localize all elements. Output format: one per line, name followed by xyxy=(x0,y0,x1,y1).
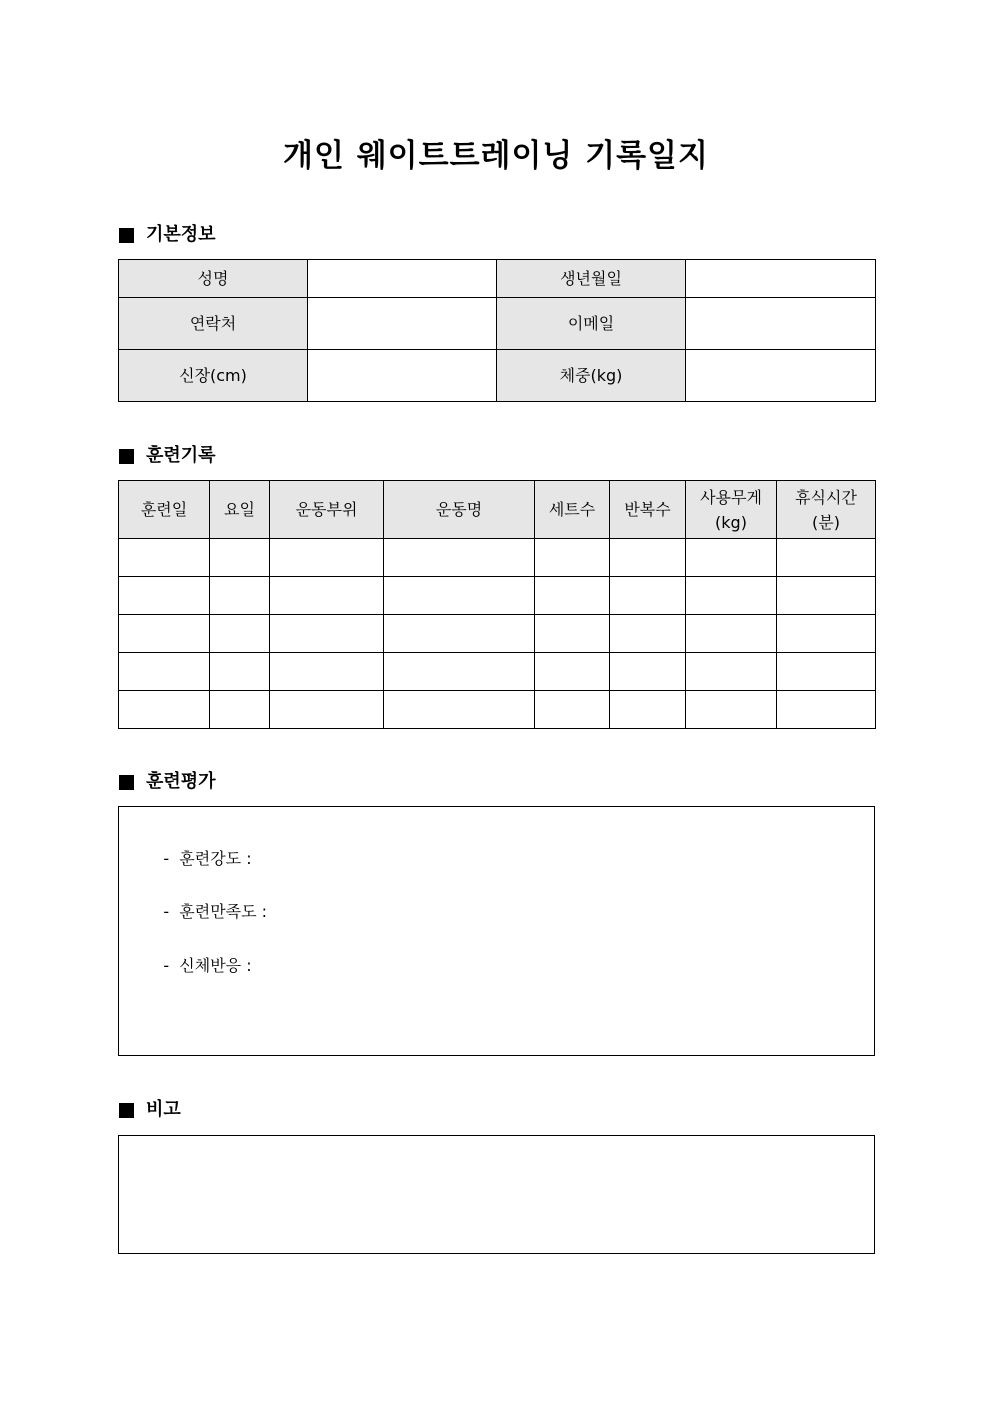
table-cell[interactable] xyxy=(119,539,210,577)
table-cell[interactable] xyxy=(686,539,777,577)
table-cell[interactable] xyxy=(610,577,686,615)
table-cell[interactable] xyxy=(686,577,777,615)
column-header-date: 훈련일 xyxy=(119,481,210,539)
section-heading-evaluation xyxy=(119,770,216,794)
column-header-sets: 세트수 xyxy=(535,481,610,539)
section-heading-remarks xyxy=(119,1098,181,1122)
table-cell[interactable] xyxy=(119,577,210,615)
birthdate-field[interactable] xyxy=(686,260,876,298)
table-cell[interactable] xyxy=(270,691,384,729)
table-cell[interactable] xyxy=(384,691,535,729)
square-bullet-icon xyxy=(119,1103,134,1118)
table-cell[interactable] xyxy=(210,691,270,729)
table-row xyxy=(119,539,876,577)
email-label: 이메일 xyxy=(497,298,686,350)
table-cell[interactable] xyxy=(210,653,270,691)
table-cell[interactable] xyxy=(384,653,535,691)
section-heading-basic-info xyxy=(119,223,216,247)
evaluation-box[interactable] xyxy=(118,806,875,1056)
table-cell[interactable] xyxy=(610,615,686,653)
table-cell[interactable] xyxy=(270,577,384,615)
height-label: 신장(cm) xyxy=(119,350,308,402)
column-header-body-part: 운동부위 xyxy=(270,481,384,539)
table-cell[interactable] xyxy=(777,539,876,577)
square-bullet-icon xyxy=(119,228,134,243)
table-cell[interactable] xyxy=(119,691,210,729)
name-field[interactable] xyxy=(308,260,497,298)
evaluation-item-label: - 신체반응 : xyxy=(163,956,252,975)
table-row xyxy=(119,653,876,691)
column-header-weekday: 요일 xyxy=(210,481,270,539)
evaluation-item-label: - 훈련강도 : xyxy=(163,849,252,868)
table-cell[interactable] xyxy=(777,577,876,615)
table-cell[interactable] xyxy=(119,653,210,691)
evaluation-item-label: - 훈련만족도 : xyxy=(163,902,268,921)
info-row xyxy=(119,298,876,350)
square-bullet-icon xyxy=(119,449,134,464)
section-heading-label: 비고 xyxy=(146,1099,181,1120)
birthdate-label: 생년월일 xyxy=(497,260,686,298)
table-cell[interactable] xyxy=(535,653,610,691)
table-cell[interactable] xyxy=(777,653,876,691)
info-row xyxy=(119,260,876,298)
section-heading-label: 기본정보 xyxy=(146,224,216,245)
table-cell[interactable] xyxy=(384,577,535,615)
table-cell[interactable] xyxy=(686,615,777,653)
table-cell[interactable] xyxy=(270,615,384,653)
table-row xyxy=(119,615,876,653)
table-cell[interactable] xyxy=(119,615,210,653)
table-cell[interactable] xyxy=(686,691,777,729)
section-heading-training-log xyxy=(119,444,216,468)
weight-label: 체중(kg) xyxy=(497,350,686,402)
training-log-table xyxy=(118,480,876,729)
remarks-box[interactable] xyxy=(118,1135,875,1254)
table-cell[interactable] xyxy=(777,691,876,729)
table-row xyxy=(119,577,876,615)
table-cell[interactable] xyxy=(210,577,270,615)
table-cell[interactable] xyxy=(610,539,686,577)
basic-info-table xyxy=(118,259,876,402)
evaluation-item-body-reaction xyxy=(143,933,252,1021)
section-heading-label: 훈련기록 xyxy=(146,445,216,466)
column-header-reps: 반복수 xyxy=(610,481,686,539)
table-cell[interactable] xyxy=(777,615,876,653)
info-row xyxy=(119,350,876,402)
table-cell[interactable] xyxy=(535,691,610,729)
weight-field[interactable] xyxy=(686,350,876,402)
document-title: 개인 웨이트트레이닝 기록일지 xyxy=(283,138,709,174)
training-log-body xyxy=(119,539,876,729)
table-row xyxy=(119,691,876,729)
table-cell[interactable] xyxy=(384,539,535,577)
table-cell[interactable] xyxy=(535,577,610,615)
table-cell[interactable] xyxy=(535,539,610,577)
name-label: 성명 xyxy=(119,260,308,298)
table-header-row xyxy=(119,481,876,539)
table-cell[interactable] xyxy=(610,691,686,729)
square-bullet-icon xyxy=(119,775,134,790)
column-header-rest-time: 휴식시간(분) xyxy=(777,481,876,539)
table-cell[interactable] xyxy=(535,615,610,653)
table-cell[interactable] xyxy=(210,539,270,577)
table-cell[interactable] xyxy=(610,653,686,691)
contact-field[interactable] xyxy=(308,298,497,350)
height-field[interactable] xyxy=(308,350,497,402)
table-cell[interactable] xyxy=(270,653,384,691)
table-cell[interactable] xyxy=(210,615,270,653)
column-header-weight-used: 사용무게(kg) xyxy=(686,481,777,539)
column-header-exercise: 운동명 xyxy=(384,481,535,539)
table-cell[interactable] xyxy=(270,539,384,577)
contact-label: 연락처 xyxy=(119,298,308,350)
section-heading-label: 훈련평가 xyxy=(146,771,216,792)
table-cell[interactable] xyxy=(384,615,535,653)
table-cell[interactable] xyxy=(686,653,777,691)
email-field[interactable] xyxy=(686,298,876,350)
